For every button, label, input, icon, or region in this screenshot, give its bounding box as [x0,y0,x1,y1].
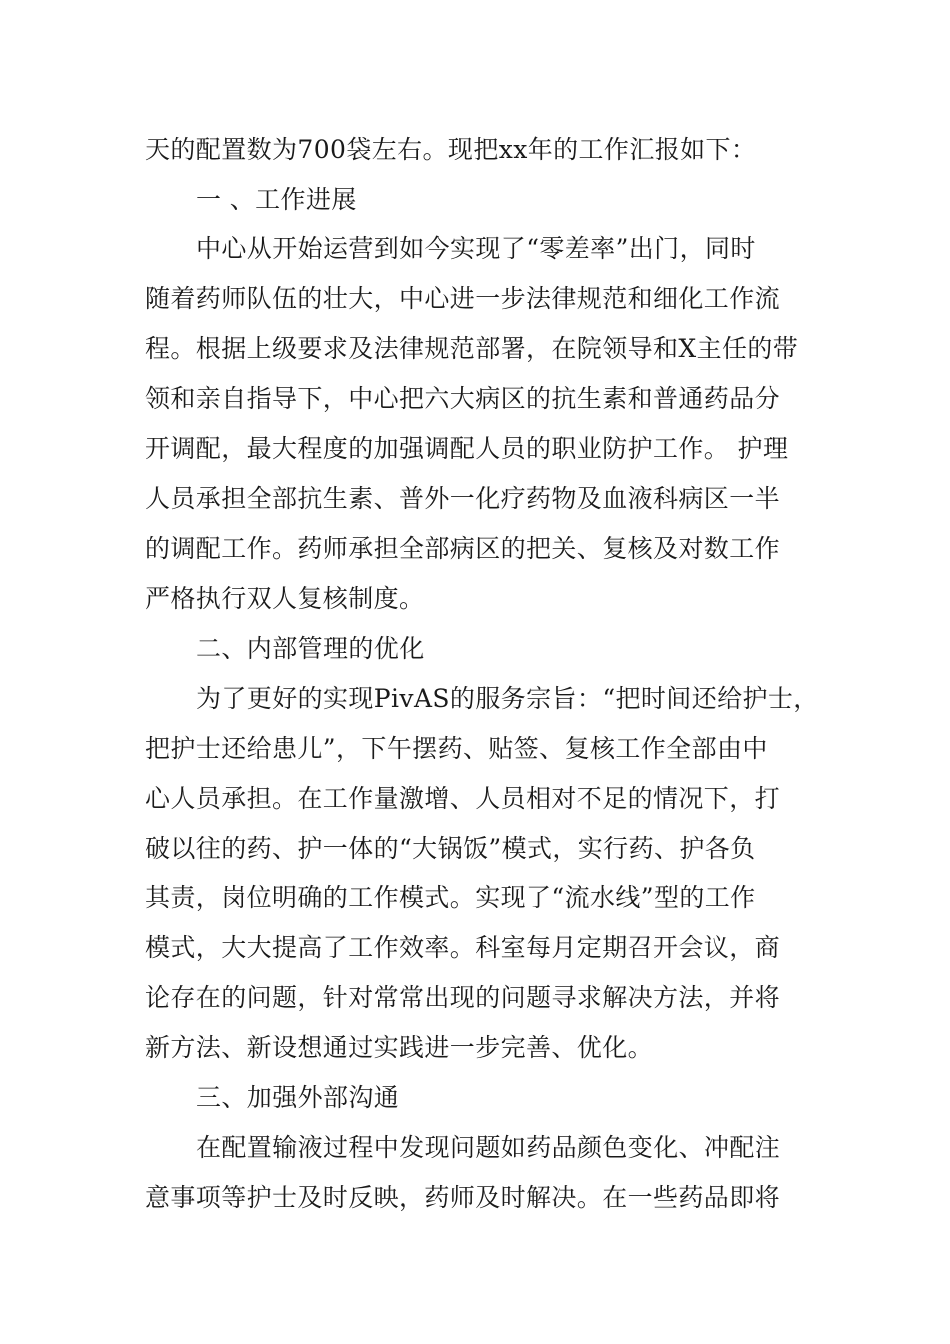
text-line: 论存在的问题，针对常常出现的问题寻求解决方法，并将 [145,983,781,1012]
text-line: 随着药师队伍的壮大，中心进一步法律规范和细化工作流 [145,284,781,313]
text-line: 人员承担全部抗生素、普外一化疗药物及血液科病区一半 [145,484,781,513]
text-line: 为了更好的实现PivAS的服务宗旨：“把时间还给护士， [196,684,819,713]
text-line: 把护士还给患儿”，下午摆药、贴签、复核工作全部由中 [145,734,768,763]
text-line: 天的配置数为700袋左右。现把xx年的工作汇报如下： [145,135,757,164]
text-line: 领和亲自指导下，中心把六大病区的抗生素和普通药品分 [145,384,781,413]
text-line: 程。根据上级要求及法律规范部署，在院领导和X主任的带 [145,334,799,363]
section-heading: 一 、工作进展 [196,185,357,214]
section-heading: 三、加强外部沟通 [196,1083,400,1112]
text-line: 破以往的药、护一体的“大锅饭”模式，实行药、护各负 [145,834,756,863]
text-line: 意事项等护士及时反映，药师及时解决。在一些药品即将 [145,1183,781,1212]
text-line: 心人员承担。在工作量激增、人员相对不足的情况下，打 [145,784,781,813]
text-line: 其责，岗位明确的工作模式。实现了“流水线”型的工作 [145,883,756,912]
text-line: 严格执行双人复核制度。 [145,584,425,613]
text-line: 新方法、新设想通过实践进一步完善、优化。 [145,1033,654,1062]
text-line: 中心从开始运营到如今实现了“零差率”出门，同时 [196,234,756,263]
text-line: 的调配工作。药师承担全部病区的把关、复核及对数工作 [145,534,781,563]
text-line: 开调配，最大程度的加强调配人员的职业防护工作。 护理 [145,434,789,463]
text-line: 模式，大大提高了工作效率。科室每月定期召开会议，商 [145,933,781,962]
section-heading: 二、内部管理的优化 [196,634,425,663]
text-line: 在配置输液过程中发现问题如药品颜色变化、冲配注 [196,1133,781,1162]
